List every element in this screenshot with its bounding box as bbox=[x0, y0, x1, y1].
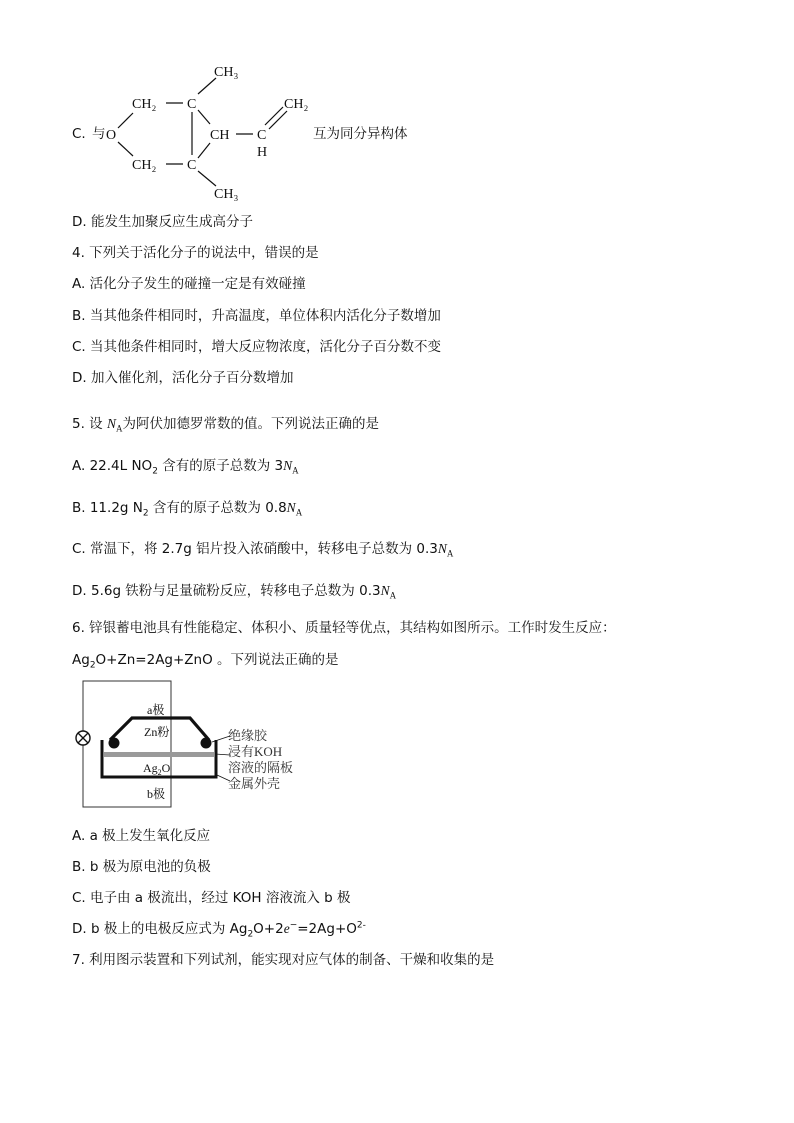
q3-option-c-label: C. bbox=[72, 126, 86, 142]
atom-c-bottom: C bbox=[187, 158, 197, 173]
q3-option-d: D. 能发生加聚反应生成高分子 bbox=[72, 214, 253, 230]
q6-option-a: A. a 极上发生氧化反应 bbox=[72, 828, 211, 844]
q5-option-b: B. 11.2g $N_2$ 含有的原子总数为 $0.8N_A$ bbox=[72, 500, 303, 519]
label-koh-1: 浸有KOH bbox=[228, 744, 283, 759]
q6-option-c: C. 电子由 a 极流出，经过 KOH 溶液流入 b 极 bbox=[72, 890, 351, 906]
bond-o-ch2-bottom bbox=[118, 142, 133, 156]
atom-ch: CH bbox=[210, 128, 230, 143]
q5-option-a: A. 22.4L $NO_2$ 含有的原子总数为 $3N_A$ bbox=[72, 458, 299, 477]
q4-option-a: A. 活化分子发生的碰撞一定是有效碰撞 bbox=[72, 276, 306, 292]
atom-ch2-bottom: CH₂ bbox=[132, 158, 157, 173]
q5-stem: 5. 设 $N_A$为阿伏加德罗常数的值。下列说法正确的是 bbox=[72, 416, 379, 434]
atom-o: O bbox=[106, 128, 117, 143]
label-a-pole: a极 bbox=[147, 703, 165, 717]
atom-c-vinyl: C bbox=[257, 128, 267, 143]
q3-option-c-prefix: 与 bbox=[92, 126, 106, 142]
insulator-left bbox=[109, 738, 120, 749]
bond-c-ch-top bbox=[198, 110, 210, 124]
q3-option-c-suffix: 互为同分异构体 bbox=[313, 126, 408, 142]
atom-h: H bbox=[257, 145, 268, 160]
atom-ch3-top: CH₃ bbox=[214, 65, 239, 80]
q6-option-b: B. b 极为原电池的负极 bbox=[72, 859, 211, 875]
label-insulator: 绝缘胶 bbox=[228, 728, 268, 743]
koh-separator bbox=[104, 752, 214, 757]
q6-stem: 6. 锌银蓄电池具有性能稳定、体积小、质量轻等优点，其结构如图所示。工作时发生反应： bbox=[72, 620, 616, 636]
label-ag2o: $Ag_2O$ bbox=[143, 761, 171, 777]
atom-ch2-vinyl: CH₂ bbox=[284, 97, 309, 112]
atom-ch3-bottom: CH₃ bbox=[214, 187, 239, 202]
bond-double-1 bbox=[265, 107, 283, 125]
label-koh-2: 溶液的隔板 bbox=[228, 760, 294, 775]
q4-option-c: C. 当其他条件相同时，增大反应物浓度，活化分子百分数不变 bbox=[72, 339, 442, 355]
q5-option-c: C. 常温下，将 2.7g 铝片投入浓硝酸中，转移电子总数为 $0.3N_A$ bbox=[72, 541, 454, 559]
q4-stem: 4. 下列关于活化分子的说法中，错误的是 bbox=[72, 245, 319, 261]
battery-diagram bbox=[70, 676, 330, 816]
q4-option-b: B. 当其他条件相同时，升高温度，单位体积内活化分子数增加 bbox=[72, 308, 441, 324]
q5-option-d: D. 5.6g 铁粉与足量硫粉反应，转移电子总数为 $0.3N_A$ bbox=[72, 583, 397, 601]
atom-c-top: C bbox=[187, 97, 197, 112]
q6-option-d: D. b 极上的电极反应式为 $Ag_2O+2e^-=2Ag+O^{2-}$ bbox=[72, 920, 366, 940]
label-zn: Zn粉 bbox=[144, 725, 170, 739]
q4-option-d: D. 加入催化剂，活化分子百分数增加 bbox=[72, 370, 294, 386]
bond-double-2 bbox=[269, 111, 287, 129]
label-b-pole: b极 bbox=[147, 787, 166, 801]
label-shell: 金属外壳 bbox=[228, 776, 281, 791]
bond-o-ch2-top bbox=[118, 113, 133, 128]
insulator-right bbox=[201, 738, 212, 749]
q7-stem: 7. 利用图示装置和下列试剂，能实现对应气体的制备、干燥和收集的是 bbox=[72, 952, 495, 968]
q6-equation: $Ag_2O+Zn=2Ag+ZnO$ 。下列说法正确的是 bbox=[72, 652, 339, 671]
bond-c-ch3-top bbox=[198, 78, 216, 94]
atom-ch2-top: CH₂ bbox=[132, 97, 157, 112]
bond-c-ch-bottom bbox=[198, 143, 210, 158]
bond-c-ch3-bottom bbox=[198, 171, 216, 186]
